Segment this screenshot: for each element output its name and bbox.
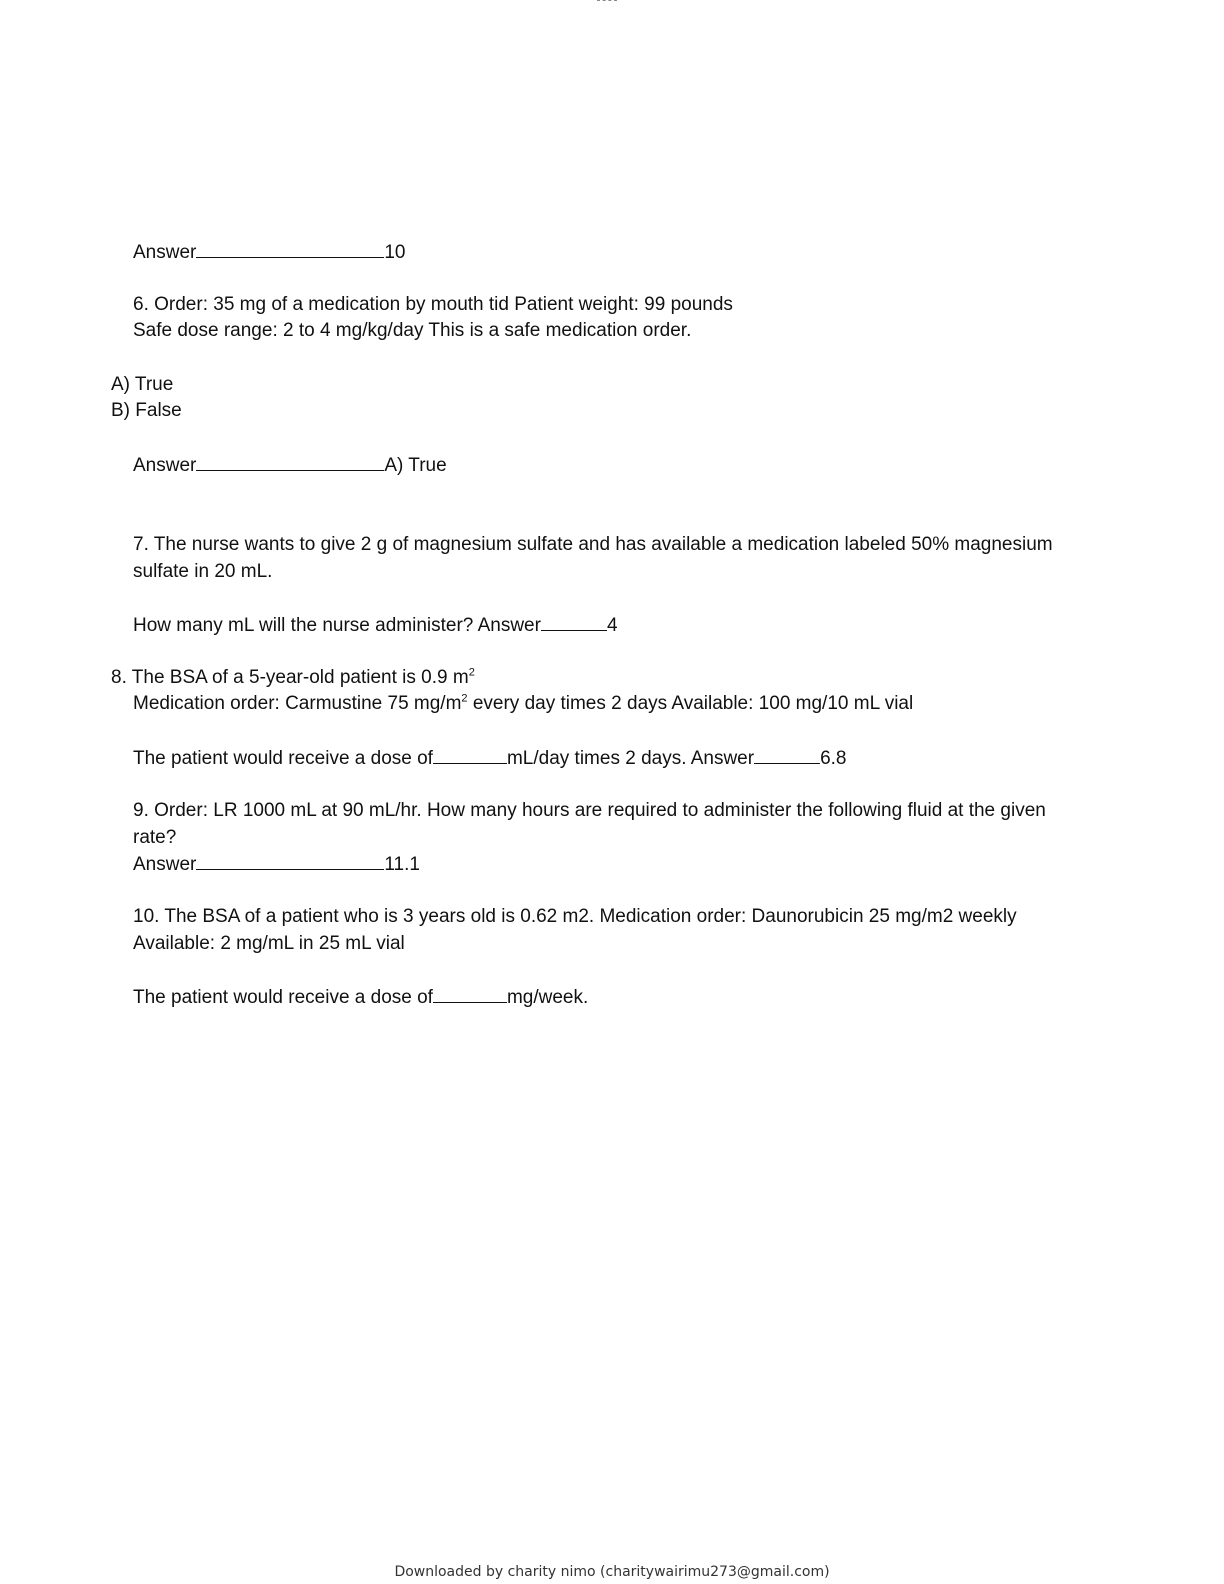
q8-line-2-text-b: every day times 2 days Available: 100 mg/10 mL vial [467,693,914,714]
q7-question-text: How many mL will the nurse administer? Answer [133,615,541,636]
download-footer: Downloaded by charity nimo (charitywairimu273@gmail.com) [394,1564,830,1580]
q8-answer-value: 6.8 [820,748,847,769]
q5-answer-blank [196,240,384,258]
q8-line-1-text: 8. The BSA of a 5-year-old patient is 0.9 m [111,667,469,688]
q6-answer-blank [196,453,384,471]
q9-answer-line [133,852,420,877]
q8-line-2 [133,692,913,716]
q7-line-1: 7. The nurse wants to give 2 g of magnesium sulfate and has available a medication labeled 50% magnesium [133,534,1053,555]
q9-answer-label: Answer [133,854,197,875]
q10-line-3 [133,985,588,1010]
q6-option-a: A) True [111,374,174,395]
q8-line-1 [111,666,475,690]
q10-line-1: 10. The BSA of a patient who is 3 years old is 0.62 m2. Medication order: Daunorubicin 25 mg/m2 weekly [133,906,1017,927]
page-top-mark [597,0,617,3]
q8-line-3-text-a: The patient would receive a dose of [133,748,433,769]
q10-line-3-text-b: mg/week. [506,987,589,1008]
q9-line-1: 9. Order: LR 1000 mL at 90 mL/hr. How many hours are required to administer the following fluid at the given [133,800,1046,821]
q9-answer-blank [196,852,384,870]
q6-answer-label: Answer [133,455,197,476]
q8-line-3-text-b: mL/day times 2 days. Answer [506,748,755,769]
q9-line-2: rate? [133,827,177,848]
q6-line-1: 6. Order: 35 mg of a medication by mouth tid Patient weight: 99 pounds [133,294,733,315]
q8-dose-blank [433,746,507,764]
q10-dose-blank [433,985,507,1003]
q7-answer-blank [541,613,607,631]
q8-line-3 [133,746,847,771]
q6-line-2: Safe dose range: 2 to 4 mg/kg/day This is a safe medication order. [133,320,692,341]
q8-answer-blank [754,746,820,764]
q5-answer-label: Answer [133,242,197,263]
q9-answer-value: 11.1 [384,854,420,875]
q8-line-1-superscript: 2 [468,666,475,679]
q7-question-line [133,613,618,638]
q10-line-3-text-a: The patient would receive a dose of [133,987,433,1008]
q6-answer-value: A) True [384,455,447,476]
q6-answer-line [133,453,447,478]
q7-answer-value: 4 [606,615,618,636]
q10-line-2: Available: 2 mg/mL in 25 mL vial [133,933,405,954]
q8-line-2-superscript: 2 [461,692,468,705]
q7-line-2: sulfate in 20 mL. [133,561,273,582]
q8-line-2-text-a: Medication order: Carmustine 75 mg/m [133,693,462,714]
q6-option-b: B) False [111,400,182,421]
q5-answer-line [133,240,406,265]
q5-answer-value: 10 [384,242,406,263]
